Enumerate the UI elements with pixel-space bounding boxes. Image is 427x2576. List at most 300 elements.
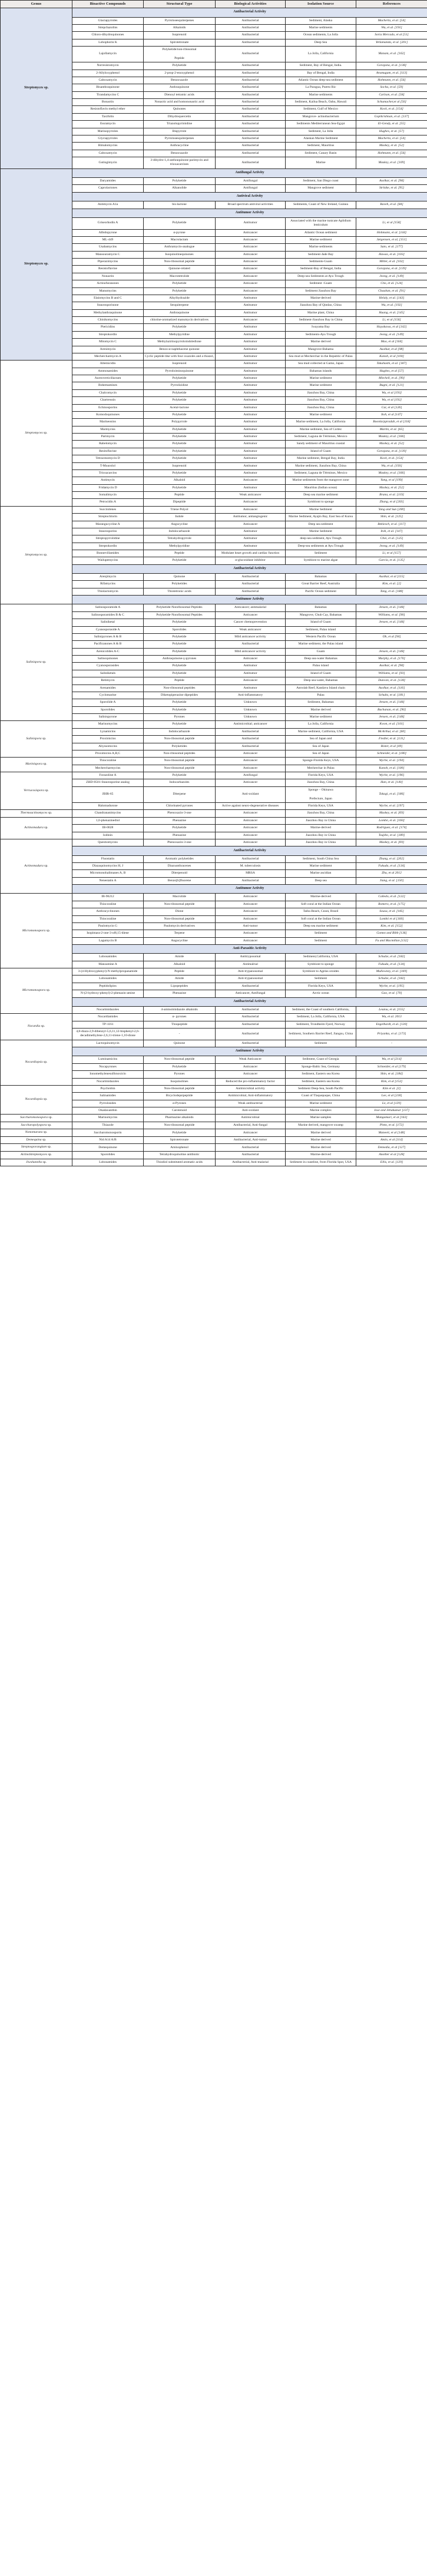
compound-cell: Ammosamides (72, 368, 144, 375)
compound-cell: Himalomycins (72, 143, 144, 150)
isolation-source-cell: Marine-derived (286, 825, 356, 832)
reference-cell: Jensen, et al. [148] (356, 648, 427, 655)
biological-activity-cell: Antibacterial (216, 743, 286, 750)
compound-cell: Altemicidin (72, 361, 144, 368)
compound-cell: Cyanosporaside A (72, 626, 144, 633)
isolation-source-cell: Sediment, Laguna de Términos, Mexico (286, 434, 356, 441)
reference-cell: Hawas, et al. [103] (356, 251, 427, 258)
isolation-source-cell: Mecherchar in Palau (286, 765, 356, 772)
compound-cell: Caboxamycin (72, 77, 144, 84)
structural-type-cell: Polyketide (144, 825, 216, 832)
isolation-source-cell: Marine sediment (286, 382, 356, 389)
compound-cell: Peptidolipins (72, 983, 144, 990)
biological-activity-cell: α-glucosidase inhibitor (216, 557, 286, 564)
table-body (1, 8, 427, 1166)
compound-cell: Arenimycin (72, 346, 144, 353)
compound-cell: Halomadurone (72, 802, 144, 809)
table-row (1, 1014, 427, 1021)
biological-activity-cell: Antitumor (216, 404, 286, 411)
biological-activity-cell: Antibacterial (216, 157, 286, 169)
reference-cell: Schulze, et al. [182] (356, 954, 427, 961)
biological-activity-cell: Anticancer (216, 611, 286, 619)
reference-cell: Hughes, et al. [57] (356, 128, 427, 135)
biological-activity-cell: Antitumor (216, 411, 286, 418)
activity-section-label: Antiviral Activity (72, 192, 427, 201)
compound-cell: Pyrrolosides (72, 1100, 144, 1107)
reference-cell: Jeong, et al. [149] (356, 273, 427, 280)
compound-cell: Mechercharmycin A (72, 353, 144, 360)
biological-activity-cell: Antitumor (216, 302, 286, 309)
biological-activity-cell: Anticancer (216, 317, 286, 324)
structural-type-cell: Angucycline (144, 937, 216, 944)
table-row (1, 817, 427, 824)
isolation-source-cell: Palau island (286, 663, 356, 670)
structural-type-cell: Pyrones (144, 714, 216, 721)
biological-activity-cell: Antitumor (216, 426, 286, 433)
biological-activity-cell: Anticancer (216, 229, 286, 236)
isolation-source-cell: Marine derived (286, 1129, 356, 1137)
reference-cell: Wyche, et al. [197] (356, 802, 427, 809)
biological-activity-cell: Anti-trypanosomal (216, 975, 286, 983)
isolation-source-cell: Sediment in coastline, from Florida Spot, USA (286, 1159, 356, 1166)
compound-cell: Paulomycin G (72, 922, 144, 930)
genus-cell: Nocardiopsis sp. (1, 1085, 72, 1115)
reference-cell: Li, et al [156] (356, 317, 427, 324)
reference-cell: Huang, et al. [145] (356, 309, 427, 316)
reference-cell: Asolkar, et al. [98] (356, 663, 427, 670)
isolation-source-cell: Sediment (286, 975, 356, 983)
reference-cell: Han, et al. [140] (356, 779, 427, 786)
isolation-source-cell: Sediment-Jiaozhou Bay in China (286, 317, 356, 324)
reference-cell: Leutou, et al. [155] (356, 1006, 427, 1013)
isolation-source-cell: Sediment, Laguna de Términos, Mexico (286, 469, 356, 477)
structural-type-cell: Benzoxazole (144, 150, 216, 157)
table-row (1, 1144, 427, 1152)
reference-cell: Fukuda, et al. [134] (356, 863, 427, 870)
biological-activity-cell: Antibacterial (216, 106, 286, 113)
reference-cell: Itoh, et al [147] (356, 411, 427, 418)
structural-type-cell: Alkylhydrazide (144, 295, 216, 302)
isolation-source-cell: Sediment, Eastern sea Korea (286, 1078, 356, 1085)
isolation-source-cell: Jiaozhou Bay, China (286, 779, 356, 786)
compound-cell: Thiolactomycin (72, 588, 144, 595)
structural-type-cell: Tetrahydropyrrole (144, 535, 216, 543)
table-row (1, 1136, 427, 1144)
biological-activity-cell: Antibacterial (216, 641, 286, 648)
isolation-source-cell: Sediments, Coast of New Ireland, Guinea (286, 201, 356, 209)
activity-section-label: Antibacterial Activity (72, 8, 427, 17)
biological-activity-cell: Anticancer (216, 937, 286, 944)
biological-activity-cell: Antitumor (216, 382, 286, 389)
reference-cell: Maskey, et al. [166] (356, 469, 427, 477)
structural-type-cell: Anthramycin-analogue (144, 244, 216, 251)
compound-cell: 3-(4-Hydroxyphenyl)-N-methylpropanamide (72, 968, 144, 975)
isolation-source-cell: Marine sediment, Jiaozhou Bay, China (286, 462, 356, 469)
structural-type-cell: Non-ribosomal peptide (144, 758, 216, 765)
genus-cell: Streptomyces sp. (1, 8, 72, 169)
compound-cell: Nocapyrones (72, 1063, 144, 1070)
reference-cell: Shin, et al. [125] (356, 514, 427, 521)
isolation-source-cell: Mangrove sediment (286, 185, 356, 192)
reference-cell: Shin, et al. [184] (356, 1071, 427, 1078)
structural-type-cell: Diterpene (144, 786, 216, 802)
reference-cell: Mangamuri, et al [163] (356, 1115, 427, 1122)
reference-cell: Another et al [128] (356, 1151, 427, 1159)
structural-type-cell: Polyketide (144, 633, 216, 640)
structural-type-cell: Anthraquinone (144, 84, 216, 91)
structural-type-cell: α-pyrone (144, 229, 216, 236)
structural-type-cell: Quinone (144, 1040, 216, 1047)
compound-cell: Marinomycins (72, 721, 144, 728)
isolation-source-cell: Marine sediment (286, 1100, 356, 1107)
reference-cell: Helaly, et al. [143] (356, 295, 427, 302)
table-row (1, 1122, 427, 1129)
structural-type-cell: α- pyrones (144, 1014, 216, 1021)
genus-cell: Nocardia sp. (1, 1014, 72, 1040)
compound-cell: ML-449 (72, 236, 144, 243)
biological-activity-cell: Anticancer (216, 499, 286, 506)
isolation-source-cell: Marine-derived (286, 1151, 356, 1159)
structural-type-cell: 4-aminoimidazole alkaloids (144, 1006, 216, 1013)
structural-type-cell: Dione (144, 908, 216, 915)
isolation-source-cell: Atlantic Ocean sediment (286, 229, 356, 236)
structural-type-cell: Phenazine (144, 832, 216, 839)
biological-activity-cell: Mild anticancer activity (216, 648, 286, 655)
biological-activity-cell: Antimicrobial; anticancer (216, 721, 286, 728)
structural-type-cell: α-Pyrones (144, 1100, 216, 1107)
isolation-source-cell: Sediment, Gulf of Mexico (286, 106, 356, 113)
biological-activity-cell: Antibacterial (216, 121, 286, 128)
table-header-row (1, 1, 427, 8)
structural-type-cell: Dienoyl tetramic acids (144, 91, 216, 98)
column-header-isolation-source: Isolation Source (286, 1, 356, 8)
reference-cell: Lombó et al [160] (356, 915, 427, 922)
structural-type-cell: Non-ribosomal peptide (144, 765, 216, 772)
biological-activity-cell: Anticancer (216, 1063, 286, 1070)
biological-activity-cell: Weak anticancer (216, 626, 286, 633)
reference-cell: Kim et al. [2] (356, 1085, 427, 1092)
compound-cell: Mitomycin C (72, 339, 144, 346)
biological-activity-cell: Antitumor (216, 663, 286, 670)
biological-activity-cell: Antitumor (216, 484, 286, 491)
table-row (1, 361, 427, 368)
isolation-source-cell: Sediment, La Jolla, California, USA (286, 1014, 356, 1021)
structural-type-cell: Polyketide (144, 178, 216, 185)
structural-type-cell: Sesquiterpene (144, 302, 216, 309)
compound-cell: Diazaquinomycins H, J (72, 863, 144, 870)
compound-cell: Manzamine A (72, 961, 144, 968)
biological-activity-cell: Antitumor (216, 375, 286, 382)
compound-cell: Resitoflavine (72, 448, 144, 455)
compound-cell: Lagumycin B (72, 937, 144, 944)
isolation-source-cell: Sediment, Bahamas (286, 699, 356, 706)
structural-type-cell: Non-ribosomal peptide (144, 1085, 216, 1092)
compound-cell: Salinamides (72, 1093, 144, 1100)
isolation-source-cell: Marine derived (286, 1136, 356, 1144)
reference-cell: Buchanan, et al. [90] (356, 706, 427, 713)
compound-cell: Rifamycins (72, 581, 144, 588)
biological-activity-cell: Anticancer, Antifungal (216, 990, 286, 997)
reference-cell: Oh, et al [94] (356, 633, 427, 640)
compound-cell: Norresistomycin (72, 62, 144, 70)
compound-cell: Staurosporinone (72, 302, 144, 309)
structural-type-cell: Polyketide (144, 484, 216, 491)
genus-cell: Salinispora sp. (1, 721, 72, 758)
structural-type-cell: Non-ribosomal peptide (144, 915, 216, 922)
table-row (1, 1085, 427, 1092)
biological-activity-cell: Antibacterial (216, 17, 286, 24)
isolation-source-cell: Deep sea marine sediment (286, 922, 356, 930)
structural-type-cell: Non-ribosomal peptides (144, 750, 216, 757)
isolation-source-cell: Marine (286, 157, 356, 169)
biological-activity-cell: Anticancer (216, 765, 286, 772)
structural-type-cell: Non-ribosomal peptide (144, 259, 216, 266)
structural-type-cell: Benzo[b]fluorene (144, 877, 216, 884)
structural-type-cell: Quinone-related (144, 266, 216, 273)
structural-type-cell: Quinones (144, 106, 216, 113)
reference-cell: Li, et al [158] (356, 217, 427, 229)
structural-type-cell: Chlorinated pyrones (144, 802, 216, 809)
compound-cell: Chandrananimycins (72, 810, 144, 818)
structural-type-cell: Methylpyridine (144, 543, 216, 550)
reference-cell: Carlson, et al. [58] (356, 91, 427, 98)
compound-cell: Streptokordin (72, 331, 144, 338)
structural-type-cell: Indole (144, 514, 216, 521)
biological-activity-cell: Antibacterial (216, 1006, 286, 1013)
isolation-source-cell: Alaskan Marine Sediment (286, 135, 356, 142)
genus-cell: Streptosporangium sp. (1, 1144, 72, 1152)
isolation-source-cell: Deep-sea sediments at Ayu Trough (286, 543, 356, 550)
structural-type-cell: Macrolide (144, 894, 216, 901)
biological-activity-cell: Antibacterial (216, 1014, 286, 1021)
isolation-source-cell: Sediment, Kailua Beach, Oahu, Hawaii (286, 99, 356, 106)
isolation-source-cell: Bay of Bengal, India (286, 70, 356, 77)
isolation-source-cell: Marine sediment, Sea of Cortez (286, 426, 356, 433)
isolation-source-cell: Marine sediment (286, 375, 356, 382)
compound-cell: Daryamides (72, 178, 144, 185)
structural-type-cell: Quinone (144, 574, 216, 581)
structural-type-cell: - (144, 1029, 216, 1040)
reference-cell: Mullowney, et al. [169] (356, 968, 427, 975)
compound-cell: Glaciapyrroles (72, 17, 144, 24)
reference-cell: Macherla, et al. [54] (356, 135, 427, 142)
biological-activity-cell: Antibacterial (216, 128, 286, 135)
compound-cell: IB-96212 (72, 894, 144, 901)
structural-type-cell: Polyketide (144, 706, 216, 713)
isolation-source-cell: Sediment (286, 930, 356, 937)
isolation-source-cell: Symbiont to sponge (286, 499, 356, 506)
compound-cell: Lobosamides (72, 954, 144, 961)
isolation-source-cell: Jiaozhou Bay, China (286, 810, 356, 818)
isolation-source-cell: Sediment-Jade Bay (286, 251, 356, 258)
compound-cell: Succinilenes (72, 506, 144, 513)
compound-cell: Pacificanones A & B (72, 641, 144, 648)
isolation-source-cell: La Jolla, California (286, 47, 356, 62)
reference-cell: Mitchell, et al. [99] (356, 375, 427, 382)
reference-cell: Takahashi, et al. [187] (356, 361, 427, 368)
structural-type-cell: Anthraquinone (144, 309, 216, 316)
compound-cell: Forazoline A (72, 772, 144, 779)
isolation-source-cell: Sediment -Guam (286, 280, 356, 287)
biological-activity-cell: Antibacterial (216, 77, 286, 84)
isolation-source-cell: Sediment Deep-Sea, South Pacific (286, 1085, 356, 1092)
reference-cell: Arumugam, et al. [113] (356, 70, 427, 77)
biological-activity-cell: Antibacterial, Anti-tumor (216, 1136, 286, 1144)
structural-type-cell: Polyketide-Nonribosomal Peptides (144, 611, 216, 619)
isolation-source-cell: Sediment, Coast of Georgia (286, 1056, 356, 1063)
biological-activity-cell: Antibacterial, Anti-malarial (216, 1159, 286, 1166)
isolation-source-cell: Atlantic Ocean deep-sea sediment (286, 77, 356, 84)
reference-cell: Schneider, et al. [180] (356, 750, 427, 757)
activity-section-label: Antitumor Activity (72, 885, 427, 894)
biological-activity-cell: Anticancer (216, 521, 286, 528)
structural-type-cell: Carotenoid (144, 1107, 216, 1115)
structural-type-cell: Thiopeptide (144, 1021, 216, 1028)
structural-type-cell: Alkaloids (144, 24, 216, 31)
reference-cell: McArthur, et al. [60] (356, 728, 427, 735)
biological-activity-cell: Anti-oxidant (216, 1107, 286, 1115)
reference-cell: Wyche, et al. [196] (356, 772, 427, 779)
isolation-source-cell: Marine complex (286, 1107, 356, 1115)
isolation-source-cell: Sediment, Canary Basin (286, 150, 356, 157)
biological-activity-cell: Antitumor (216, 670, 286, 677)
genus-cell: ActinoStreptomyces sp. (1, 1151, 72, 1159)
table-row (1, 1115, 427, 1122)
isolation-source-cell: Sediment, the Coast of southern California, (286, 1006, 356, 1013)
compound-cell: Proximicins A,B,C (72, 750, 144, 757)
reference-cell: Williams, et al. [93] (356, 670, 427, 677)
table-row (1, 894, 427, 901)
isolation-source-cell: Sediment, Southern Barrier Reef, Jiangsu, China (286, 1029, 356, 1040)
reference-cell: Bugni, et al. [121] (356, 382, 427, 389)
structural-type-cell: Amide (144, 975, 216, 983)
biological-activity-cell: Anticancer (216, 1129, 286, 1137)
activity-section-row (1, 8, 427, 17)
structural-type-cell: Dipeptide (144, 499, 216, 506)
compound-cell: Isopimara-2-one-3-ol8,15-diene (72, 930, 144, 937)
reference-cell: Duncan, et al. [128] (356, 677, 427, 684)
isolation-source-cell: Sediment,California, USA (286, 954, 356, 961)
structural-type-cell: 3-dihydro-1,4-anthraquinone parimycin and trioxacarcines (144, 157, 216, 169)
structural-type-cell: Polyketide-Nonribosomal Peptides (144, 604, 216, 611)
reference-cell: Hughes, et al [57] (356, 368, 427, 375)
biological-activity-cell: Anticancer (216, 280, 286, 287)
compound-cell: Chloro-dihydroquinones (72, 32, 144, 39)
biological-activity-cell: Anticancer (216, 758, 286, 765)
compound-cell: Lynamicins (72, 728, 144, 735)
reference-cell: Hohmann, et al. [56] (356, 150, 427, 157)
reference-cell: Stritzke, et al. [95] (356, 185, 427, 192)
reference-cell: Ellis, et al. [129] (356, 1159, 427, 1166)
structural-type-cell: Phenazine (144, 817, 216, 824)
reference-cell: Fiedler, et al. [131] (356, 736, 427, 743)
isolation-source-cell: Soft coral at the Indian Ocean (286, 901, 356, 908)
structural-type-cell: Polyketide (144, 455, 216, 462)
table-row (1, 810, 427, 818)
biological-activity-cell: Mild anticancer activity (216, 633, 286, 640)
structural-type-cell: Peptide (144, 492, 216, 499)
reference-cell: Demedia, et al [127] (356, 1144, 427, 1152)
compound-cell: Salinosporamides B & C (72, 611, 144, 619)
reference-cell: Hohmann, et al. [144] (356, 229, 427, 236)
compound-cell: Antimycin A1a (72, 201, 144, 209)
reference-cell: Itoh, et al. [147] (356, 528, 427, 535)
isolation-source-cell: Jiaozhou Bay, China (286, 397, 356, 404)
structural-type-cell: Macrolactam (144, 236, 216, 243)
structural-type-cell: Angucycline (144, 521, 216, 528)
isolation-source-cell: Jiaozhou Bay in China (286, 839, 356, 846)
structural-type-cell: Polyketide (144, 670, 216, 677)
isolation-source-cell: Associated with the marine tunicate Aplidium lenticulum (286, 217, 356, 229)
compound-cell: Griseorhodin A (72, 217, 144, 229)
structural-type-cell: Anthracycline (144, 143, 216, 150)
compound-cell: Psychrobin (72, 1085, 144, 1092)
structural-type-cell: Polyketide (144, 619, 216, 626)
structural-type-cell: Aminophenol (144, 1144, 216, 1152)
structural-type-cell: Polypyrrole (144, 419, 216, 426)
biological-activity-cell: Anticancer (216, 779, 286, 786)
reference-cell: García, et al. [135] (356, 557, 427, 564)
table-row (1, 839, 427, 846)
genus-cell: Streptomyces sp. (1, 506, 72, 604)
biological-activity-cell: Antibacterial (216, 84, 286, 91)
structural-type-cell: Benzo-α-naphthacene quinone (144, 346, 216, 353)
reference-cell: Yang, et al [199] (356, 477, 427, 484)
reference-cell: Sousa, et al. [185] (356, 908, 427, 915)
biological-activity-cell: Anticancer (216, 251, 286, 258)
genus-cell: Micromonospora sp. (1, 894, 72, 968)
biological-activity-cell: Anticancer (216, 677, 286, 684)
biological-activity-cell: Antibacterial (216, 143, 286, 150)
reference-cell: Takagi, et al. [186] (356, 786, 427, 802)
isolation-source-cell: Florida Keys, USA (286, 983, 356, 990)
table-row (1, 772, 427, 779)
compound-cell: Elaiomycins B and C (72, 295, 144, 302)
compound-cell: Bisanthraquinone (72, 84, 144, 91)
reference-cell: Asolkar, et al. [116] (356, 684, 427, 692)
reference-cell: Yellamanda, et al. [201] (356, 39, 427, 46)
reference-cell: Murphy, et al. [170] (356, 656, 427, 663)
biological-activity-cell: Antitumor (216, 331, 286, 338)
isolation-source-cell: Soft coral at the Indian Ocean (286, 915, 356, 922)
compound-cell: Bonactin (72, 99, 144, 106)
compound-cell: Aureoverticillactam (72, 375, 144, 382)
biological-activity-cell: Antitumor (216, 455, 286, 462)
isolation-source-cell: Sediments-Guam (286, 259, 356, 266)
reference-cell: Maneeti, et al [148] (356, 1129, 427, 1137)
isolation-source-cell: Marine sediment, La Jolla, California (286, 419, 356, 426)
isolation-source-cell: Sea of Japan (286, 750, 356, 757)
compound-cell: Sporolide A (72, 699, 144, 706)
isolation-source-cell: Guam (286, 648, 356, 655)
isolation-source-cell: Ocean sediments, La Jolla (286, 32, 356, 39)
activity-section-label: Antibacterial Activity (72, 846, 427, 855)
compound-cell: Salinosporamide A (72, 604, 144, 611)
isolation-source-cell: Iwayama Bay (286, 324, 356, 331)
isolation-source-cell: La Paragua, Puerto Ric (286, 84, 356, 91)
biological-activity-cell: M. tuberculosis (216, 863, 286, 870)
table-row (1, 506, 427, 513)
biological-activity-cell: Anticancer (216, 287, 286, 295)
biological-activity-cell: Antitryposomal (216, 954, 286, 961)
isolation-source-cell: Marine-derived (286, 295, 356, 302)
biological-activity-cell: Unknown (216, 714, 286, 721)
isolation-source-cell: Florida Keys, USA (286, 772, 356, 779)
structural-type-cell: Polyketide (144, 699, 216, 706)
reference-cell: Raveh, et al. [84] (356, 201, 427, 209)
compound-cell: Tirandamycins C (72, 91, 144, 98)
isolation-source-cell: Marine plant, China (286, 309, 356, 316)
